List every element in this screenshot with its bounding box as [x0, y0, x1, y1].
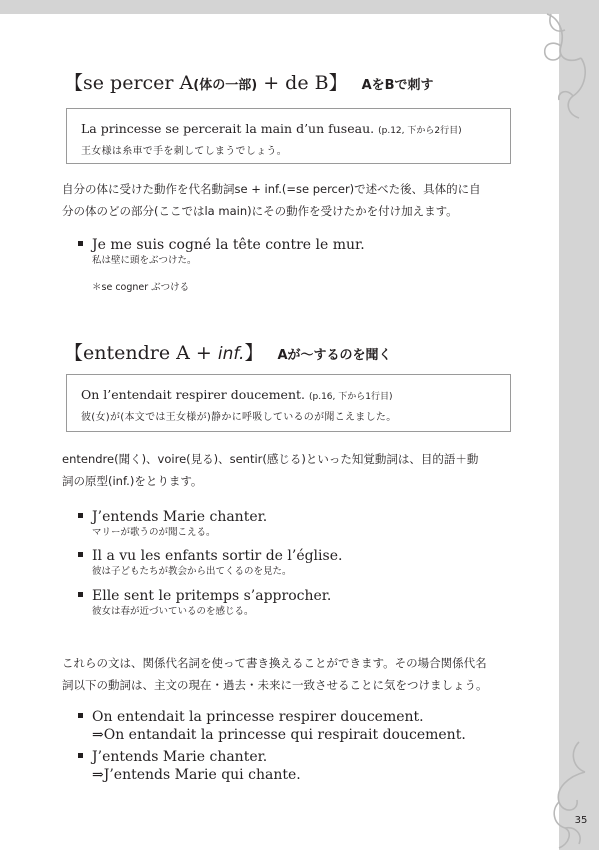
section2-bullet-2 [78, 547, 342, 579]
bullet-jp: マリーが歌うのが聞こえる。 [92, 527, 216, 538]
section2-example-fr-line [81, 387, 496, 402]
ornament-top-icon [489, 0, 599, 120]
section2-heading-meaning: Aが～するのを聞く [277, 348, 392, 363]
bullet-rewrite: ⇒J’entends Marie qui chante. [92, 767, 301, 783]
bullet-fr: Je me suis cogné la tête contre le mur. [92, 237, 365, 253]
section1-para-line2: 分の体のどの部分(ここではla main)にその動作を受けたかを付け加えます。 [62, 204, 458, 218]
section2-heading-rest: 】 [244, 342, 264, 364]
section3-para-line1: これらの文は、関係代名詞を使って書き換えることができます。その場合関係代名 [62, 656, 487, 670]
bullet-jp: 私は壁に頭をぶつけた。 [92, 255, 197, 266]
section2-heading-ital: inf. [217, 344, 245, 364]
bullet-rewrite: ⇒On entandait la princesse qui respirait doucement. [92, 727, 466, 743]
section1-example-box [66, 108, 511, 164]
section3-para-line2: 詞以下の動詞は、主文の現在・過去・未来に一致させることに気をつけましょう。 [62, 678, 488, 692]
section2-example-jp: 彼(女)が(本文では王女様が)静かに呼吸しているのが聞こえました。 [81, 412, 397, 423]
section2-example-ref: (p.16, 下から1行目) [309, 392, 393, 402]
bullet-square-icon [78, 513, 83, 518]
side-border-band [559, 0, 599, 850]
bullet-square-icon [78, 753, 83, 758]
section2-para-line1: entendre(聞く)、voire(見る)、sentir(感じる)といった知覚動詞は、目的語＋動 [62, 452, 479, 466]
bullet-fr: J’entends Marie chanter. [92, 509, 268, 525]
section1-bullet-1 [78, 236, 365, 268]
section1-example-ref: (p.12, 下から2行目) [378, 126, 462, 136]
section2-heading [64, 338, 392, 365]
bullet-fr: Elle sent le pritemps s’approcher. [92, 588, 332, 604]
section2-bullet-1 [78, 508, 267, 540]
section2-para-line2: 詞の原型(inf.)をとります。 [62, 474, 203, 488]
section1-heading [64, 68, 434, 95]
section1-example-fr: La princesse se percerait la main d’un fuseau. [81, 121, 375, 136]
bullet-jp: 彼は子どもたちが教会から出てくるのを見た。 [92, 566, 292, 577]
bullet-square-icon [78, 241, 83, 246]
bullet-jp: 彼女は春が近づいているのを感じる。 [92, 606, 254, 617]
section2-heading-main: 【entendre A + [64, 342, 218, 364]
section1-para-line1: 自分の体に受けた動作を代名動詞se + inf.(=se percer)で述べた後、具体的に自 [62, 182, 481, 196]
page-number: 35 [574, 815, 588, 826]
bullet-fr: Il a vu les enfants sortir de l’église. [92, 548, 343, 564]
bullet-square-icon [78, 592, 83, 597]
section2-example-box [66, 374, 511, 432]
section1-heading-paren: (体の一部) [193, 78, 258, 93]
section3-bullet-1 [78, 708, 466, 744]
bullet-fr: J’entends Marie chanter. [92, 749, 268, 765]
section1-heading-main: 【se percer A [64, 72, 194, 94]
section1-heading-rest: + de B】 [257, 72, 348, 94]
section1-note: ＊se cogner ぶつける [92, 282, 190, 293]
section1-example-jp: 王女様は糸車で手を刺してしまうでしょう。 [81, 146, 287, 157]
bullet-square-icon [78, 552, 83, 557]
bullet-fr: On entendait la princesse respirer doucement. [92, 709, 424, 725]
section2-bullet-3 [78, 587, 331, 619]
section1-heading-meaning: AをBで刺す [361, 78, 434, 93]
section3-bullet-2 [78, 748, 301, 784]
section3-paragraph [62, 652, 540, 696]
section2-example-fr: On l’entendait respirer doucement. [81, 387, 305, 402]
section2-paragraph [62, 448, 540, 492]
ornament-bottom-icon [489, 740, 599, 850]
section1-paragraph [62, 178, 540, 222]
bullet-square-icon [78, 713, 83, 718]
section1-example-fr-line [81, 121, 496, 136]
